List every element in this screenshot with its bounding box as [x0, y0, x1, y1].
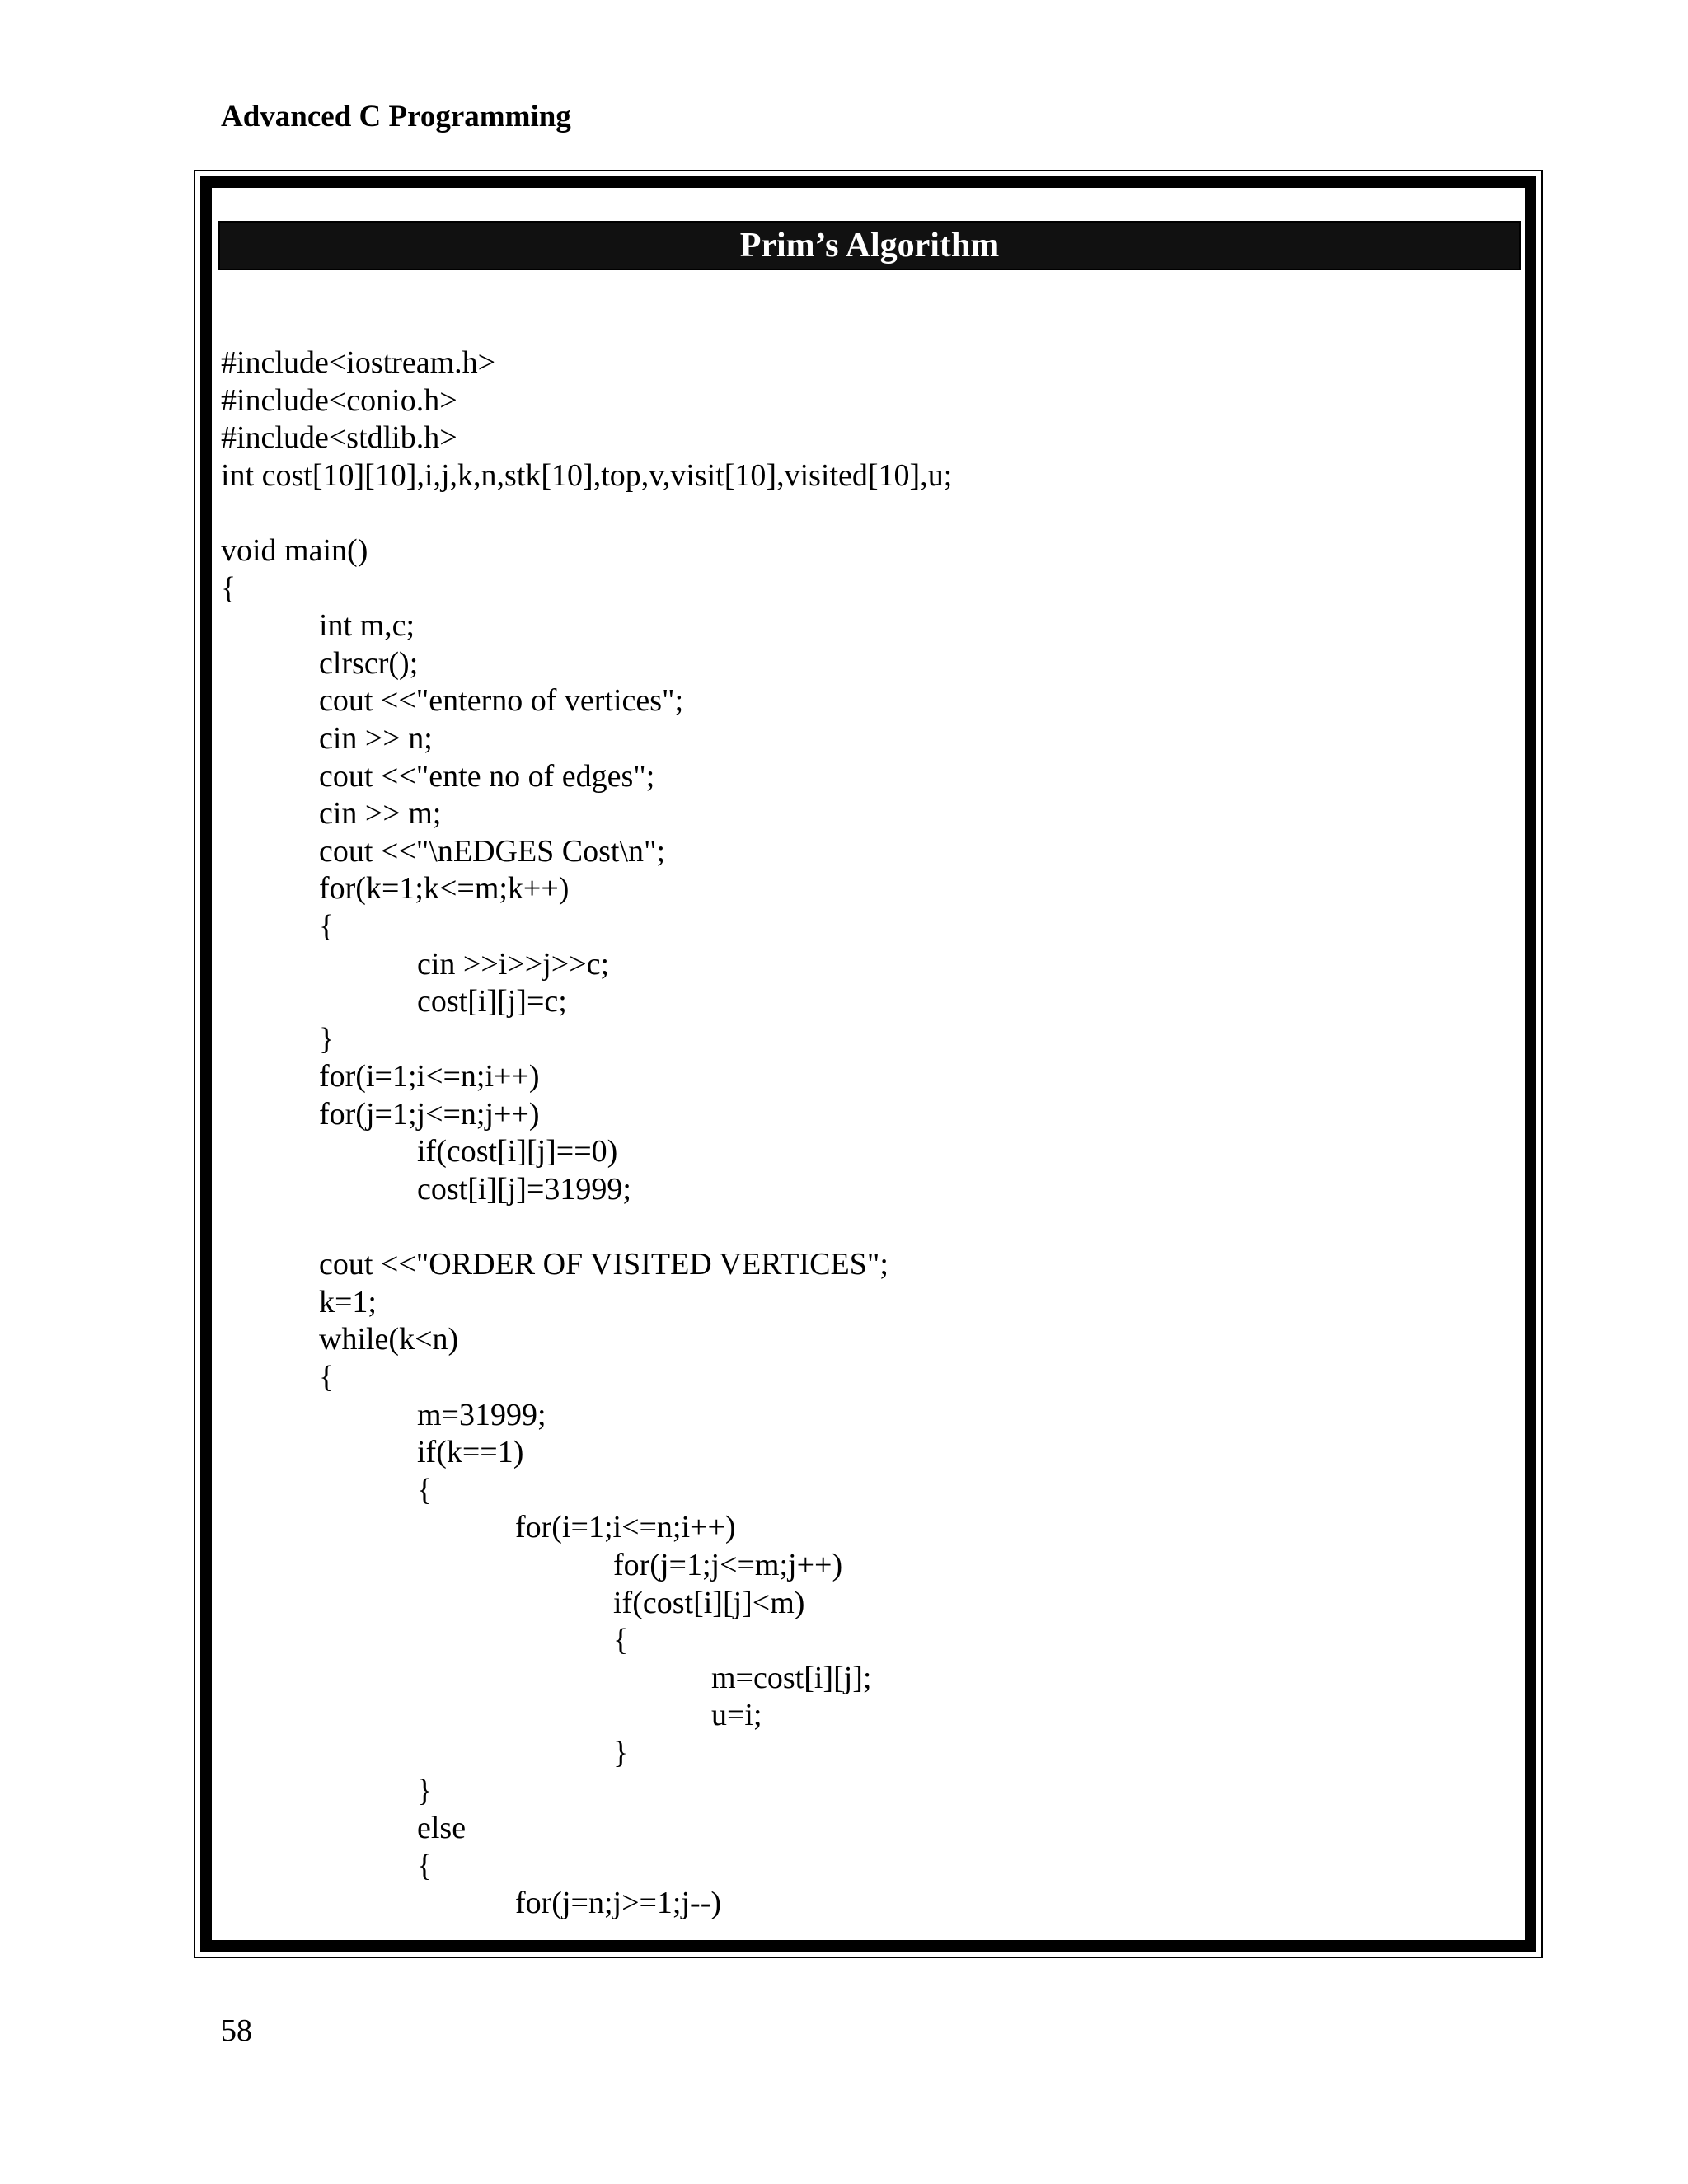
code-line: { — [417, 1472, 433, 1507]
code-line: { — [319, 1360, 335, 1395]
code-line: cout <<"enterno of vertices"; — [319, 683, 684, 719]
code-line: for(j=1;j<=m;j++) — [613, 1548, 843, 1582]
code-line: for(j=n;j>=1;j--) — [515, 1886, 722, 1921]
code-line: { — [221, 570, 237, 606]
code-line: cout <<"ORDER OF VISITED VERTICES"; — [319, 1247, 889, 1282]
code-line: cin >> n; — [319, 720, 433, 756]
code-line: k=1; — [319, 1284, 377, 1319]
code-line: int m,c; — [319, 608, 415, 644]
code-line: m=31999; — [417, 1397, 546, 1432]
page-number: 58 — [221, 2013, 252, 2048]
code-line: { — [319, 908, 335, 944]
code-line: #include<stdlib.h> — [221, 420, 457, 456]
code-line: void main() — [221, 532, 368, 568]
code-line: { — [613, 1623, 629, 1658]
code-line — [221, 494, 1507, 532]
code-line: cost[i][j]=c; — [417, 984, 567, 1019]
code-line: cin >>i>>j>>c; — [417, 946, 610, 982]
code-line: clrscr(); — [319, 645, 419, 681]
code-line: if(cost[i][j]<m) — [613, 1585, 805, 1620]
code-line: if(k==1) — [417, 1435, 524, 1470]
code-line: else — [417, 1811, 467, 1846]
code-line: for(i=1;i<=n;i++) — [515, 1510, 736, 1545]
code-line: for(k=1;k<=m;k++) — [319, 871, 570, 907]
code-line: cin >> m; — [319, 796, 442, 832]
code-line: } — [417, 1773, 433, 1808]
code-line: int cost[10][10],i,j,k,n,stk[10],top,v,visit[10],visited[10],u; — [221, 457, 953, 493]
code-line: } — [613, 1735, 629, 1770]
code-line: #include<iostream.h> — [221, 345, 496, 380]
code-line: if(cost[i][j]==0) — [417, 1134, 618, 1169]
code-line: cout <<"\nEDGES Cost\n"; — [319, 833, 666, 869]
code-listing — [221, 344, 1507, 1923]
code-line: cost[i][j]=31999; — [417, 1172, 631, 1207]
code-line: for(j=1;j<=n;j++) — [319, 1096, 540, 1132]
code-line: #include<conio.h> — [221, 382, 457, 418]
code-line: { — [417, 1848, 433, 1883]
code-line: } — [319, 1021, 335, 1057]
code-line: cout <<"ente no of edges"; — [319, 758, 655, 794]
code-line: u=i; — [711, 1698, 762, 1733]
section-title: Prim’s Algorithm — [218, 221, 1521, 270]
running-header: Advanced C Programming — [221, 100, 571, 134]
code-line: m=cost[i][j]; — [711, 1660, 872, 1695]
code-line: for(i=1;i<=n;i++) — [319, 1059, 540, 1094]
code-line — [221, 1209, 1507, 1247]
code-line: while(k<n) — [319, 1322, 459, 1357]
